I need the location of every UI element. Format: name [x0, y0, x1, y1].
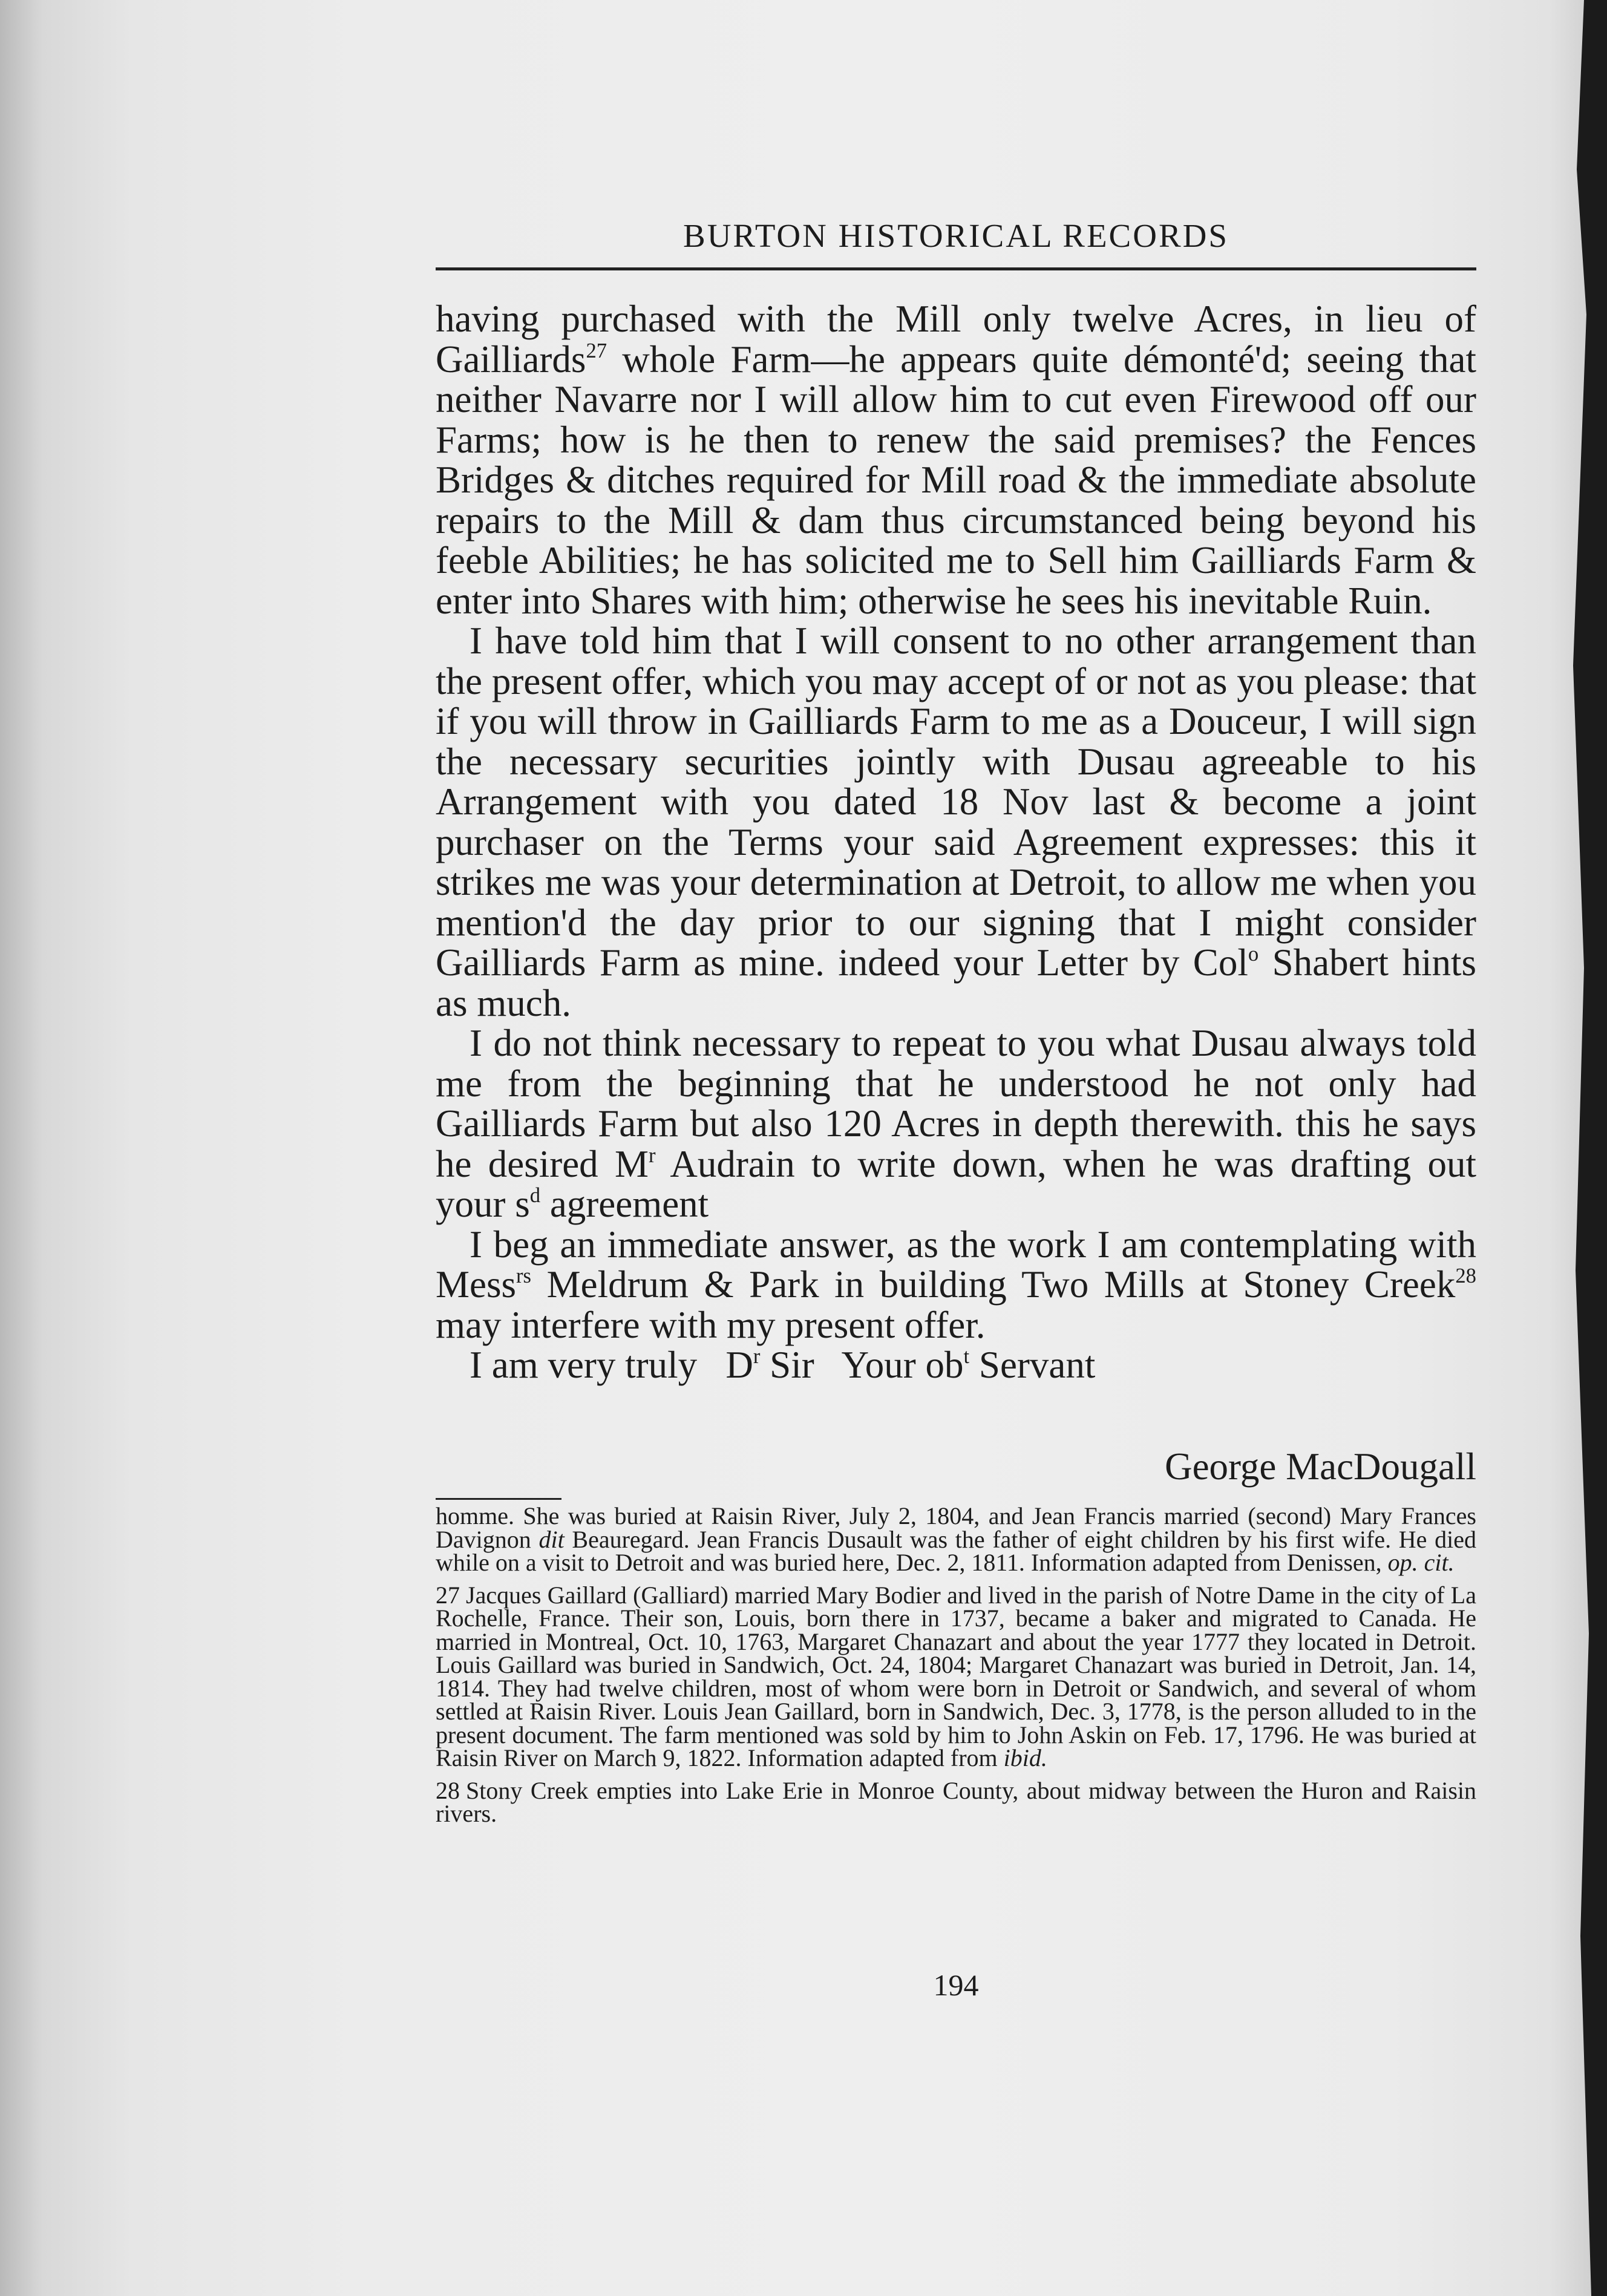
letter-closing: [436, 1345, 1476, 1385]
footnote-italic: ibid.: [1003, 1744, 1047, 1771]
letter-body: [436, 299, 1476, 1385]
letter-text: having purchased with the Mill only twelve Acres, in lieu of Gailliards: [436, 298, 1476, 381]
footnote-text: Stony Creek empties into Lake Erie in Monroe County, about midway between the Huron and Raisin rivers.: [436, 1776, 1476, 1827]
letter-paragraph-3: [436, 1023, 1476, 1225]
closing-text: I am very truly D: [470, 1344, 753, 1386]
letter-text: agreement: [540, 1183, 709, 1225]
footnote-italic: op. cit.: [1387, 1549, 1455, 1576]
footnote-number: 27: [436, 1581, 460, 1609]
letter-text: Audrain to write down, when he was drafting out your s: [436, 1142, 1476, 1225]
closing-text: Sir Your ob: [760, 1344, 964, 1386]
letter-text: I have told him that I will consent to no other arrangement than the present offer, which you may accept of or not as you please: that if you will throw in Gailliards Farm to me as a Douceur, I will sign the necessary securities jointly with Dusau agreeable to his Arrangement with you dated 18 Nov last & become a joint purchaser on the Terms your said Agreement expresses: this it strikes me was your determination at Detroit, to allow me when you mention'd the day prior to our signing that I might consider Gailliards Farm as mine. indeed your Letter by Col: [436, 620, 1476, 984]
superscript: r: [648, 1143, 656, 1167]
superscript: rs: [516, 1264, 532, 1287]
footnote-text: homme. She was buried at Raisin River, July 2, 1804, and Jean Francis married (second) Mary Frances Davignon: [436, 1502, 1476, 1553]
footnote-continued: [436, 1502, 1476, 1576]
footnote-number: 28: [436, 1776, 460, 1804]
letter-text: Shabert hints as much.: [436, 941, 1476, 1024]
footnote-27: [436, 1581, 1476, 1771]
footnote-marker-27: 27: [586, 339, 607, 362]
footnote-28: [436, 1776, 1476, 1827]
page-number: 194: [933, 1968, 979, 2002]
footnote-text: Beauregard. Jean Francis Dusault was the father of eight children by his first wife. He died while on a visit to Detroit and was buried here, Dec. 2, 1811. Information adapted from Denissen,: [436, 1525, 1476, 1576]
running-head: BURTON HISTORICAL RECORDS: [683, 217, 1229, 254]
header-rule: [436, 267, 1476, 270]
superscript: o: [1248, 942, 1259, 966]
letter-paragraph-1: [436, 299, 1476, 621]
letter-paragraph-2: [436, 621, 1476, 1023]
letter-paragraph-4: [436, 1225, 1476, 1346]
letter-text: whole Farm—he appears quite démonté'd; seeing that neither Navarre nor I will allow him to cut even Firewood off our Farms; how is he then to renew the said premises? the Fences Bridges & ditches required for Mill road & the immediate absolute repairs to the Mill & dam thus circumstanced being beyond his feeble Abilities; he has solicited me to Sell him Gailliards Farm & enter into Shares with him; otherwise he sees his inevitable Ruin.: [436, 338, 1476, 622]
letter-text: I do not think necessary to repeat to you what Dusau always told me from the beginning that he understood he not only had Gailliards Farm but also 120 Acres in depth therewith. this he says he desired M: [436, 1022, 1476, 1185]
signature: George MacDougall: [1165, 1445, 1476, 1488]
superscript: t: [963, 1344, 970, 1368]
footnote-rule: [436, 1498, 561, 1500]
closing-text: Servant: [969, 1344, 1096, 1386]
footnote-marker-28: 28: [1455, 1264, 1476, 1287]
letter-text: Meldrum & Park in building Two Mills at Stoney Creek: [531, 1263, 1456, 1306]
footnotes: [436, 1502, 1476, 1835]
letter-text: I beg an immediate answer, as the work I am contemplating with Mess: [436, 1223, 1476, 1306]
superscript: r: [753, 1344, 761, 1368]
superscript: d: [529, 1183, 541, 1207]
footnote-italic: dit: [538, 1525, 565, 1553]
letter-text: may interfere with my present offer.: [436, 1303, 986, 1346]
footnote-text: Jacques Gaillard (Galliard) married Mary Bodier and lived in the parish of Notre Dame in the city of La Rochelle, France. Their son, Louis, born there in 1737, became a baker and migrated to Canada. He married in Montreal, Oct. 10, 1763, Margaret Chanazart and about the year 1777 they located in Detroit. Louis Gaillard was buried in Sandwich, Oct. 24, 1804; Margaret Chanazart was buried in Detroit, Jan. 14, 1814. They had twelve children, most of whom were born in Detroit or Sandwich, and several of whom settled at Raisin River. Louis Jean Gaillard, born in Sandwich, Dec. 3, 1778, is the person alluded to in the present document. The farm mentioned was sold by him to John Askin on Feb. 17, 1796. He was buried at Raisin River on March 9, 1822. Information adapted from: [436, 1581, 1476, 1771]
